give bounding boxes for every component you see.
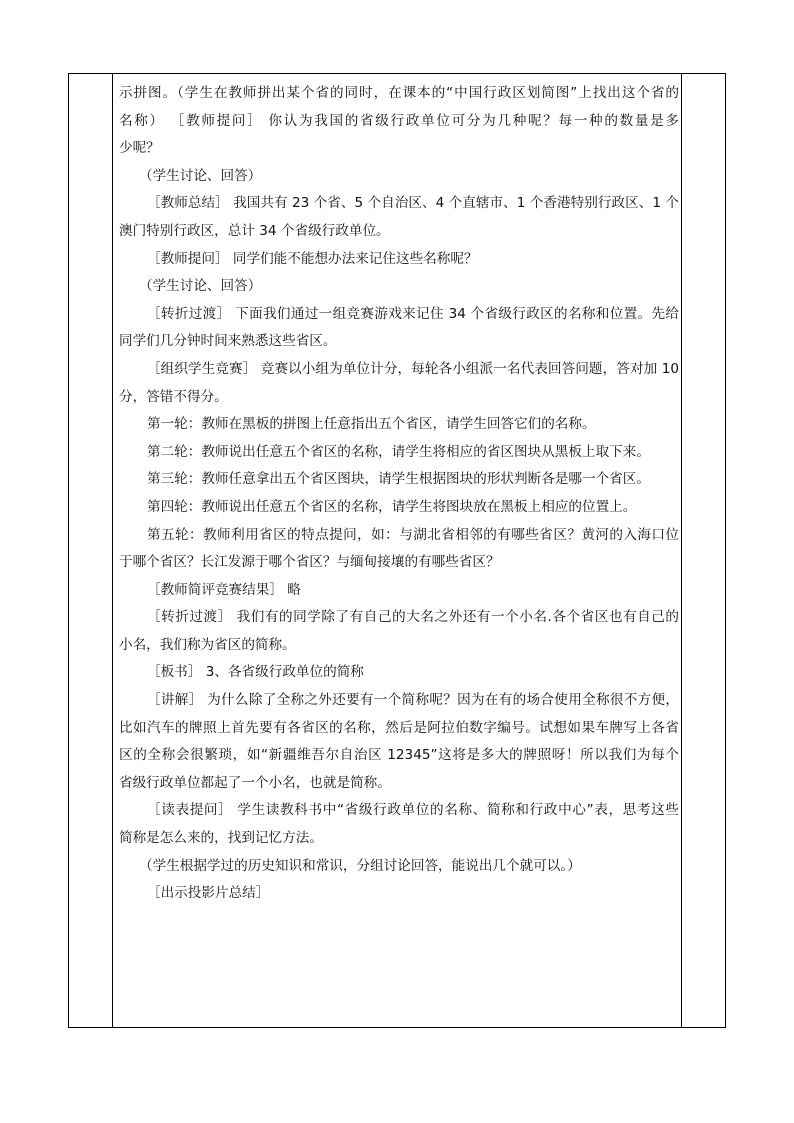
lesson-table (68, 73, 726, 1028)
text-line: ［组织学生竞赛］ 竞赛以小组为单位计分，每轮各小组派一名代表回答问题，答对加 10 (147, 360, 679, 377)
text-line: 简称是怎么来的，找到记忆方法。 (119, 830, 323, 847)
text-line: 区的全称会很繁琐，如“新疆维吾尔自治区 12345”这将是多大的牌照呀！所以我们为每个 (119, 747, 679, 764)
table-right-divider (681, 74, 682, 1027)
text-line: （学生讨论、回答） (139, 278, 262, 295)
text-line: 同学们几分钟时间来熟悉这些省区。 (119, 333, 337, 350)
table-left-divider (112, 74, 113, 1027)
lesson-text (119, 80, 679, 908)
text-line: ［出示投影片总结］ (147, 885, 270, 902)
text-line: ［读表提问］ 学生读教科书中“省级行政单位的名称、简称和行政中心”表，思考这些 (147, 802, 679, 819)
text-line: ［转折过渡］ 我们有的同学除了有自己的大名之外还有一个小名.各个省区也有自己的 (147, 609, 679, 626)
text-line: 名称） ［教师提问］ 你认为我国的省级行政单位可分为几种呢？每一种的数量是多 (119, 112, 679, 129)
text-line: 分，答错不得分。 (119, 388, 228, 405)
text-line: 第四轮：教师说出任意五个省区的名称，请学生将图块放在黑板上相应的位置上。 (147, 498, 637, 515)
text-line: ［讲解］ 为什么除了全称之外还要有一个简称呢？因为在有的场合使用全称很不方便， (147, 692, 679, 709)
text-line: 第三轮：教师任意拿出五个省区图块，请学生根据图块的形状判断各是哪一个省区。 (147, 471, 650, 488)
text-line: 于哪个省区？长江发源于哪个省区？与缅甸接壤的有哪些省区？ (119, 554, 500, 571)
text-line: ［板书］ 3、各省级行政单位的简称 (147, 664, 364, 681)
text-line: 省级行政单位都起了一个小名，也就是简称。 (119, 774, 391, 791)
text-line: 少呢？ (119, 140, 160, 157)
text-line: ［教师总结］ 我国共有 23 个省、5 个自治区、4 个直辖市、1 个香港特别行政区、1 个 (147, 195, 679, 212)
text-line: 比如汽车的牌照上首先要有各省区的名称，然后是阿拉伯数字编号。试想如果车牌写上各省 (119, 719, 679, 736)
text-line: ［转折过渡］ 下面我们通过一组竞赛游戏来记住 34 个省级行政区的名称和位置。先给 (147, 305, 679, 322)
text-line: 第五轮：教师利用省区的特点提问，如：与湖北省相邻的有哪些省区？黄河的入海口位 (147, 526, 679, 543)
text-line: 第二轮：教师说出任意五个省区的名称，请学生将相应的省区图块从黑板上取下来。 (147, 443, 650, 460)
text-line: ［教师提问］ 同学们能不能想办法来记住这些名称呢？ (147, 250, 478, 267)
text-line: 示拼图。（学生在教师拼出某个省的同时，在课本的“中国行政区划简图”上找出这个省的 (119, 85, 679, 101)
text-line: （学生讨论、回答） (139, 167, 262, 184)
text-line: （学生根据学过的历史知识和常识，分组讨论回答，能说出几个就可以。） (139, 857, 581, 874)
text-line: ［教师简评竞赛结果］ 略 (147, 581, 301, 598)
text-line: 小名，我们称为省区的简称。 (119, 636, 296, 653)
text-line: 第一轮：教师在黑板的拼图上任意指出五个省区，请学生回答它们的名称。 (147, 416, 596, 433)
text-line: 澳门特别行政区，总计 34 个省级行政单位。 (119, 222, 390, 239)
